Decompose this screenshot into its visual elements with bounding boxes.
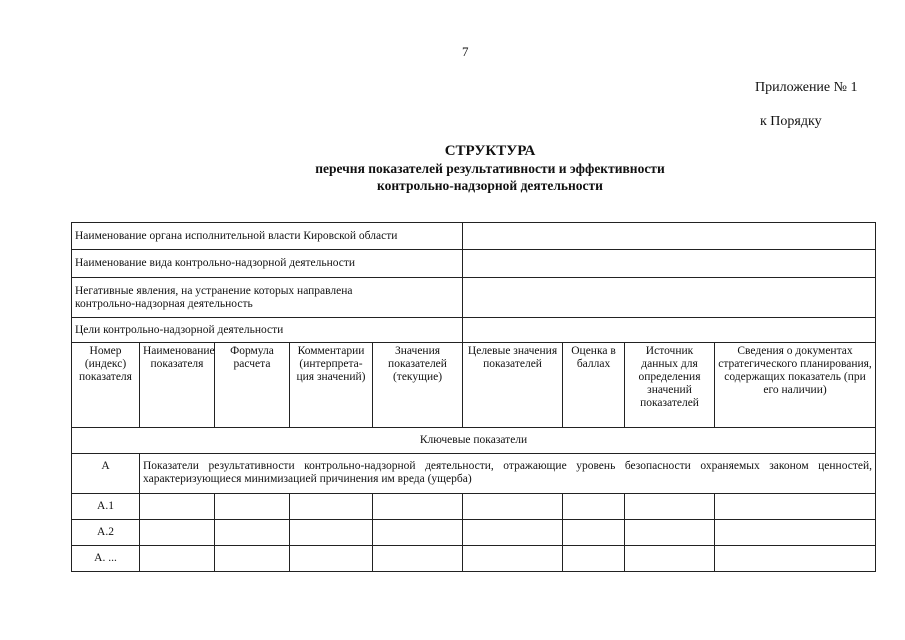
- table-cell: [463, 546, 563, 572]
- info-row-negative: [72, 278, 876, 318]
- info-value-organ: [463, 223, 876, 250]
- table-cell: [215, 520, 290, 546]
- section-row: [72, 428, 876, 454]
- table-cell: [373, 546, 463, 572]
- info-row-control-type: [72, 250, 876, 278]
- header-current-values: Значения показателей (текущие): [373, 343, 463, 428]
- header-formula: Формула расчета: [215, 343, 290, 428]
- table-cell: [625, 494, 715, 520]
- table-cell: [290, 494, 373, 520]
- info-label-organ: Наименование органа исполнительной власти Кировской области: [72, 223, 463, 250]
- table-cell: [715, 494, 876, 520]
- title-line-3: контрольно-надзорной деятельности: [377, 178, 603, 193]
- header-index: Номер (индекс) показателя: [72, 343, 140, 428]
- table-row: [72, 520, 876, 546]
- header-target-values: Целевые значения показателей: [463, 343, 563, 428]
- column-header-row: [72, 343, 876, 428]
- table-cell: [373, 520, 463, 546]
- group-description: Показатели результативности контрольно-надзорной деятельности, отражающие уровень безопасности охраняемых законом ценностей, характеризующиеся минимизацией причинения им вреда (ущерба): [140, 454, 876, 494]
- info-value-negative: [463, 278, 876, 318]
- table-cell: [290, 546, 373, 572]
- table-cell: [290, 520, 373, 546]
- header-name: Наименование показателя: [140, 343, 215, 428]
- table-cell: [463, 494, 563, 520]
- table-cell: [215, 546, 290, 572]
- info-label-negative: Негативные явления, на устранение которых направлена контрольно-надзорная деятельность: [72, 278, 463, 318]
- section-title: Ключевые показатели: [72, 428, 876, 454]
- table-cell: [625, 520, 715, 546]
- row-index: А.2: [72, 520, 140, 546]
- table-row: [72, 546, 876, 572]
- header-strategic-docs: Сведения о документах стратегического планирования, содержащих показатель (при его наличии): [715, 343, 876, 428]
- info-label-control-type: Наименование вида контрольно-надзорной деятельности: [72, 250, 463, 278]
- table-cell: [625, 546, 715, 572]
- table-cell: [563, 546, 625, 572]
- table-cell: [563, 520, 625, 546]
- table-cell: [715, 546, 876, 572]
- header-score: Оценка в баллах: [563, 343, 625, 428]
- to-order-label: к Порядку: [760, 114, 822, 129]
- table-cell: [140, 520, 215, 546]
- info-value-goals: [463, 318, 876, 343]
- info-label-goals: Цели контрольно-надзорной деятельности: [72, 318, 463, 343]
- info-row-organ: [72, 223, 876, 250]
- row-index: А.1: [72, 494, 140, 520]
- header-data-source: Источник данных для определения значений показателей: [625, 343, 715, 428]
- info-value-control-type: [463, 250, 876, 278]
- document-title: [205, 143, 775, 194]
- table-cell: [373, 494, 463, 520]
- group-row: [72, 454, 876, 494]
- indicators-structure-table: [71, 222, 876, 572]
- table-row: [72, 494, 876, 520]
- info-row-goals: [72, 318, 876, 343]
- table-cell: [140, 494, 215, 520]
- table-cell: [463, 520, 563, 546]
- group-index: А: [72, 454, 140, 494]
- table-cell: [715, 520, 876, 546]
- title-main: СТРУКТУРА: [444, 143, 536, 159]
- table-cell: [215, 494, 290, 520]
- row-index: А. ...: [72, 546, 140, 572]
- title-line-2: перечня показателей результативности и эффективности: [315, 161, 665, 176]
- table-cell: [140, 546, 215, 572]
- appendix-label: Приложение № 1: [755, 80, 858, 95]
- page-number: 7: [462, 44, 469, 59]
- table-cell: [563, 494, 625, 520]
- header-comments: Комментарии (интерпрета-ция значений): [290, 343, 373, 428]
